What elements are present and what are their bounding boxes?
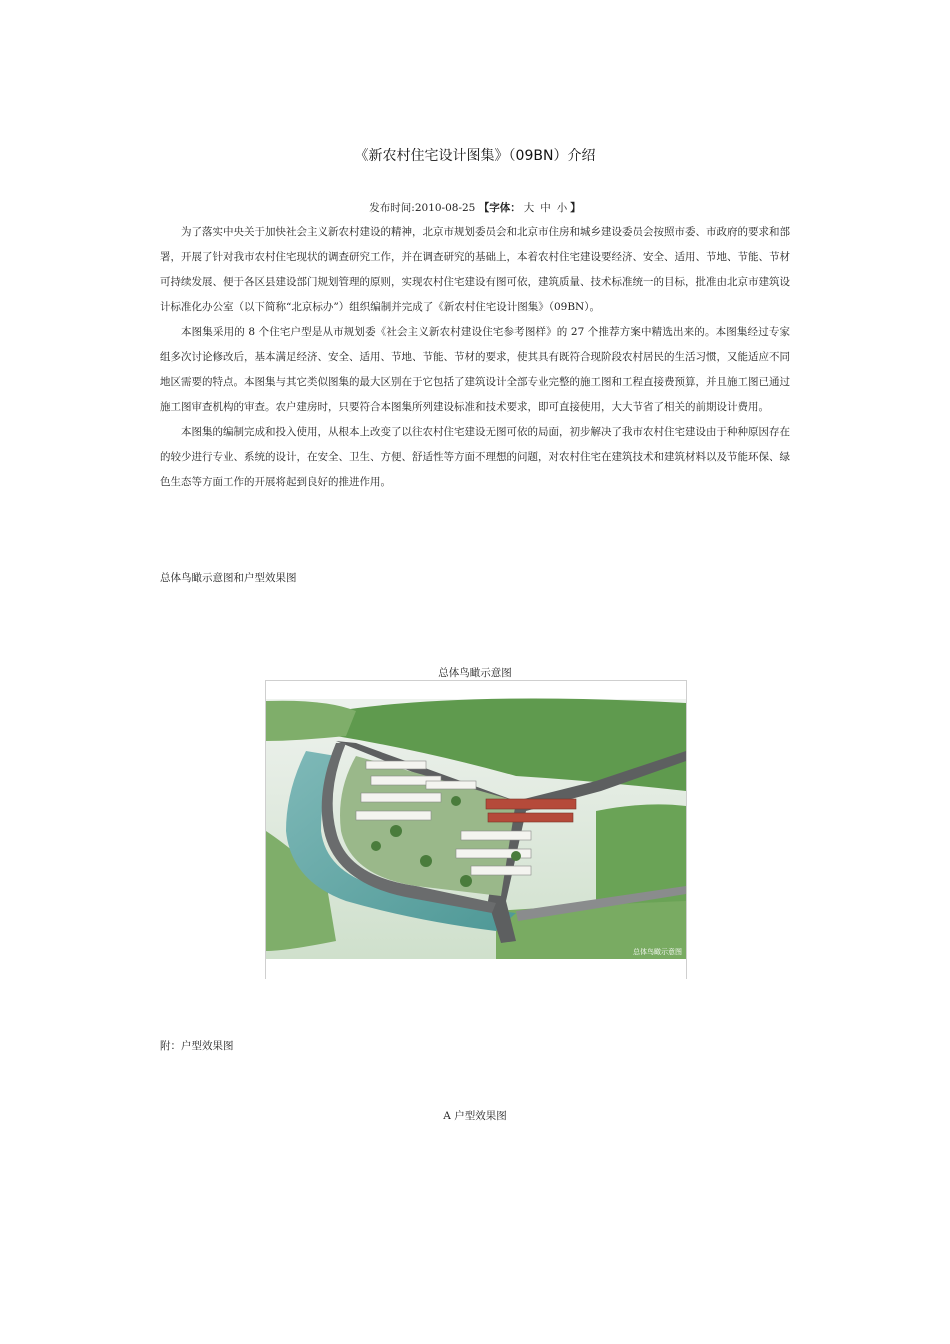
page-title: 《新农村住宅设计图集》（09BN）介绍 bbox=[354, 148, 596, 164]
font-size-close: 】 bbox=[570, 202, 581, 214]
aerial-image-label: 总体鸟瞰示意图 bbox=[633, 948, 682, 956]
aerial-caption: 总体鸟瞰示意图 bbox=[438, 667, 512, 679]
published-date: 2010-08-25 bbox=[414, 202, 476, 214]
article-paragraph: 为了落实中央关于加快社会主义新农村建设的精神，北京市规划委员会和北京市住房和城乡建设委员会按照市委、市政府的要求和部署，开展了针对我市农村住宅现状的调查研究工作，并在调查研究的基础上，本着农村住宅建设要经济、安全、适用、节地、节能、节材可持续发展、便于各区县建设部门规划管理的原则，实现农村住宅建设有图可依，建筑质量、技术标准统一的目标，批准由北京市建筑设计标准化办公室（以下简称“北京标办”）组织编制并完成了《新农村住宅设计图集》（09BN）。 bbox=[160, 226, 790, 313]
appendix-label: 附：户型效果图 bbox=[160, 1040, 234, 1052]
section-heading: 总体鸟瞰示意图和户型效果图 bbox=[160, 572, 297, 584]
published-label: 发布时间: bbox=[369, 202, 415, 214]
aerial-view-image bbox=[265, 680, 687, 979]
font-size-large-link[interactable]: 大 bbox=[523, 202, 535, 214]
publish-meta bbox=[0, 200, 950, 215]
article-paragraph: 本图集的编制完成和投入使用，从根本上改变了以往农村住宅建设无图可依的局面，初步解决了我市农村住宅建设由于种种原因存在的较少进行专业、系统的设计，在安全、卫生、方便、舒适性等方面不理想的问题，对农村住宅在建筑技术和建筑材料以及节能环保、绿色生态等方面工作的开展将起到良好的推进作用。 bbox=[160, 426, 790, 488]
type-a-caption: A 户型效果图 bbox=[443, 1110, 507, 1122]
font-size-open: 【字体： bbox=[478, 202, 521, 214]
font-size-medium-link[interactable]: 中 bbox=[540, 202, 551, 214]
article-body bbox=[160, 220, 790, 495]
font-size-small-link[interactable]: 小 bbox=[556, 202, 568, 214]
article-paragraph: 本图集采用的 8 个住宅户型是从市规划委《社会主义新农村建设住宅参考图样》的 27 个推荐方案中精选出来的。本图集经过专家组多次讨论修改后，基本满足经济、安全、适用、节地、节能、节材的要求，使其具有既符合现阶段农村居民的生活习惯，又能适应不同地区需要的特点。本图集与其它类似图集的最大区别在于它包括了建筑设计全部专业完整的施工图和工程直接费预算，并且施工图已通过施工图审查机构的审查。农户建房时，只要符合本图集所列建设标准和技术要求，即可直接使用，大大节省了相关的前期设计费用。 bbox=[160, 326, 790, 413]
aerial-view-illustration bbox=[266, 681, 686, 979]
